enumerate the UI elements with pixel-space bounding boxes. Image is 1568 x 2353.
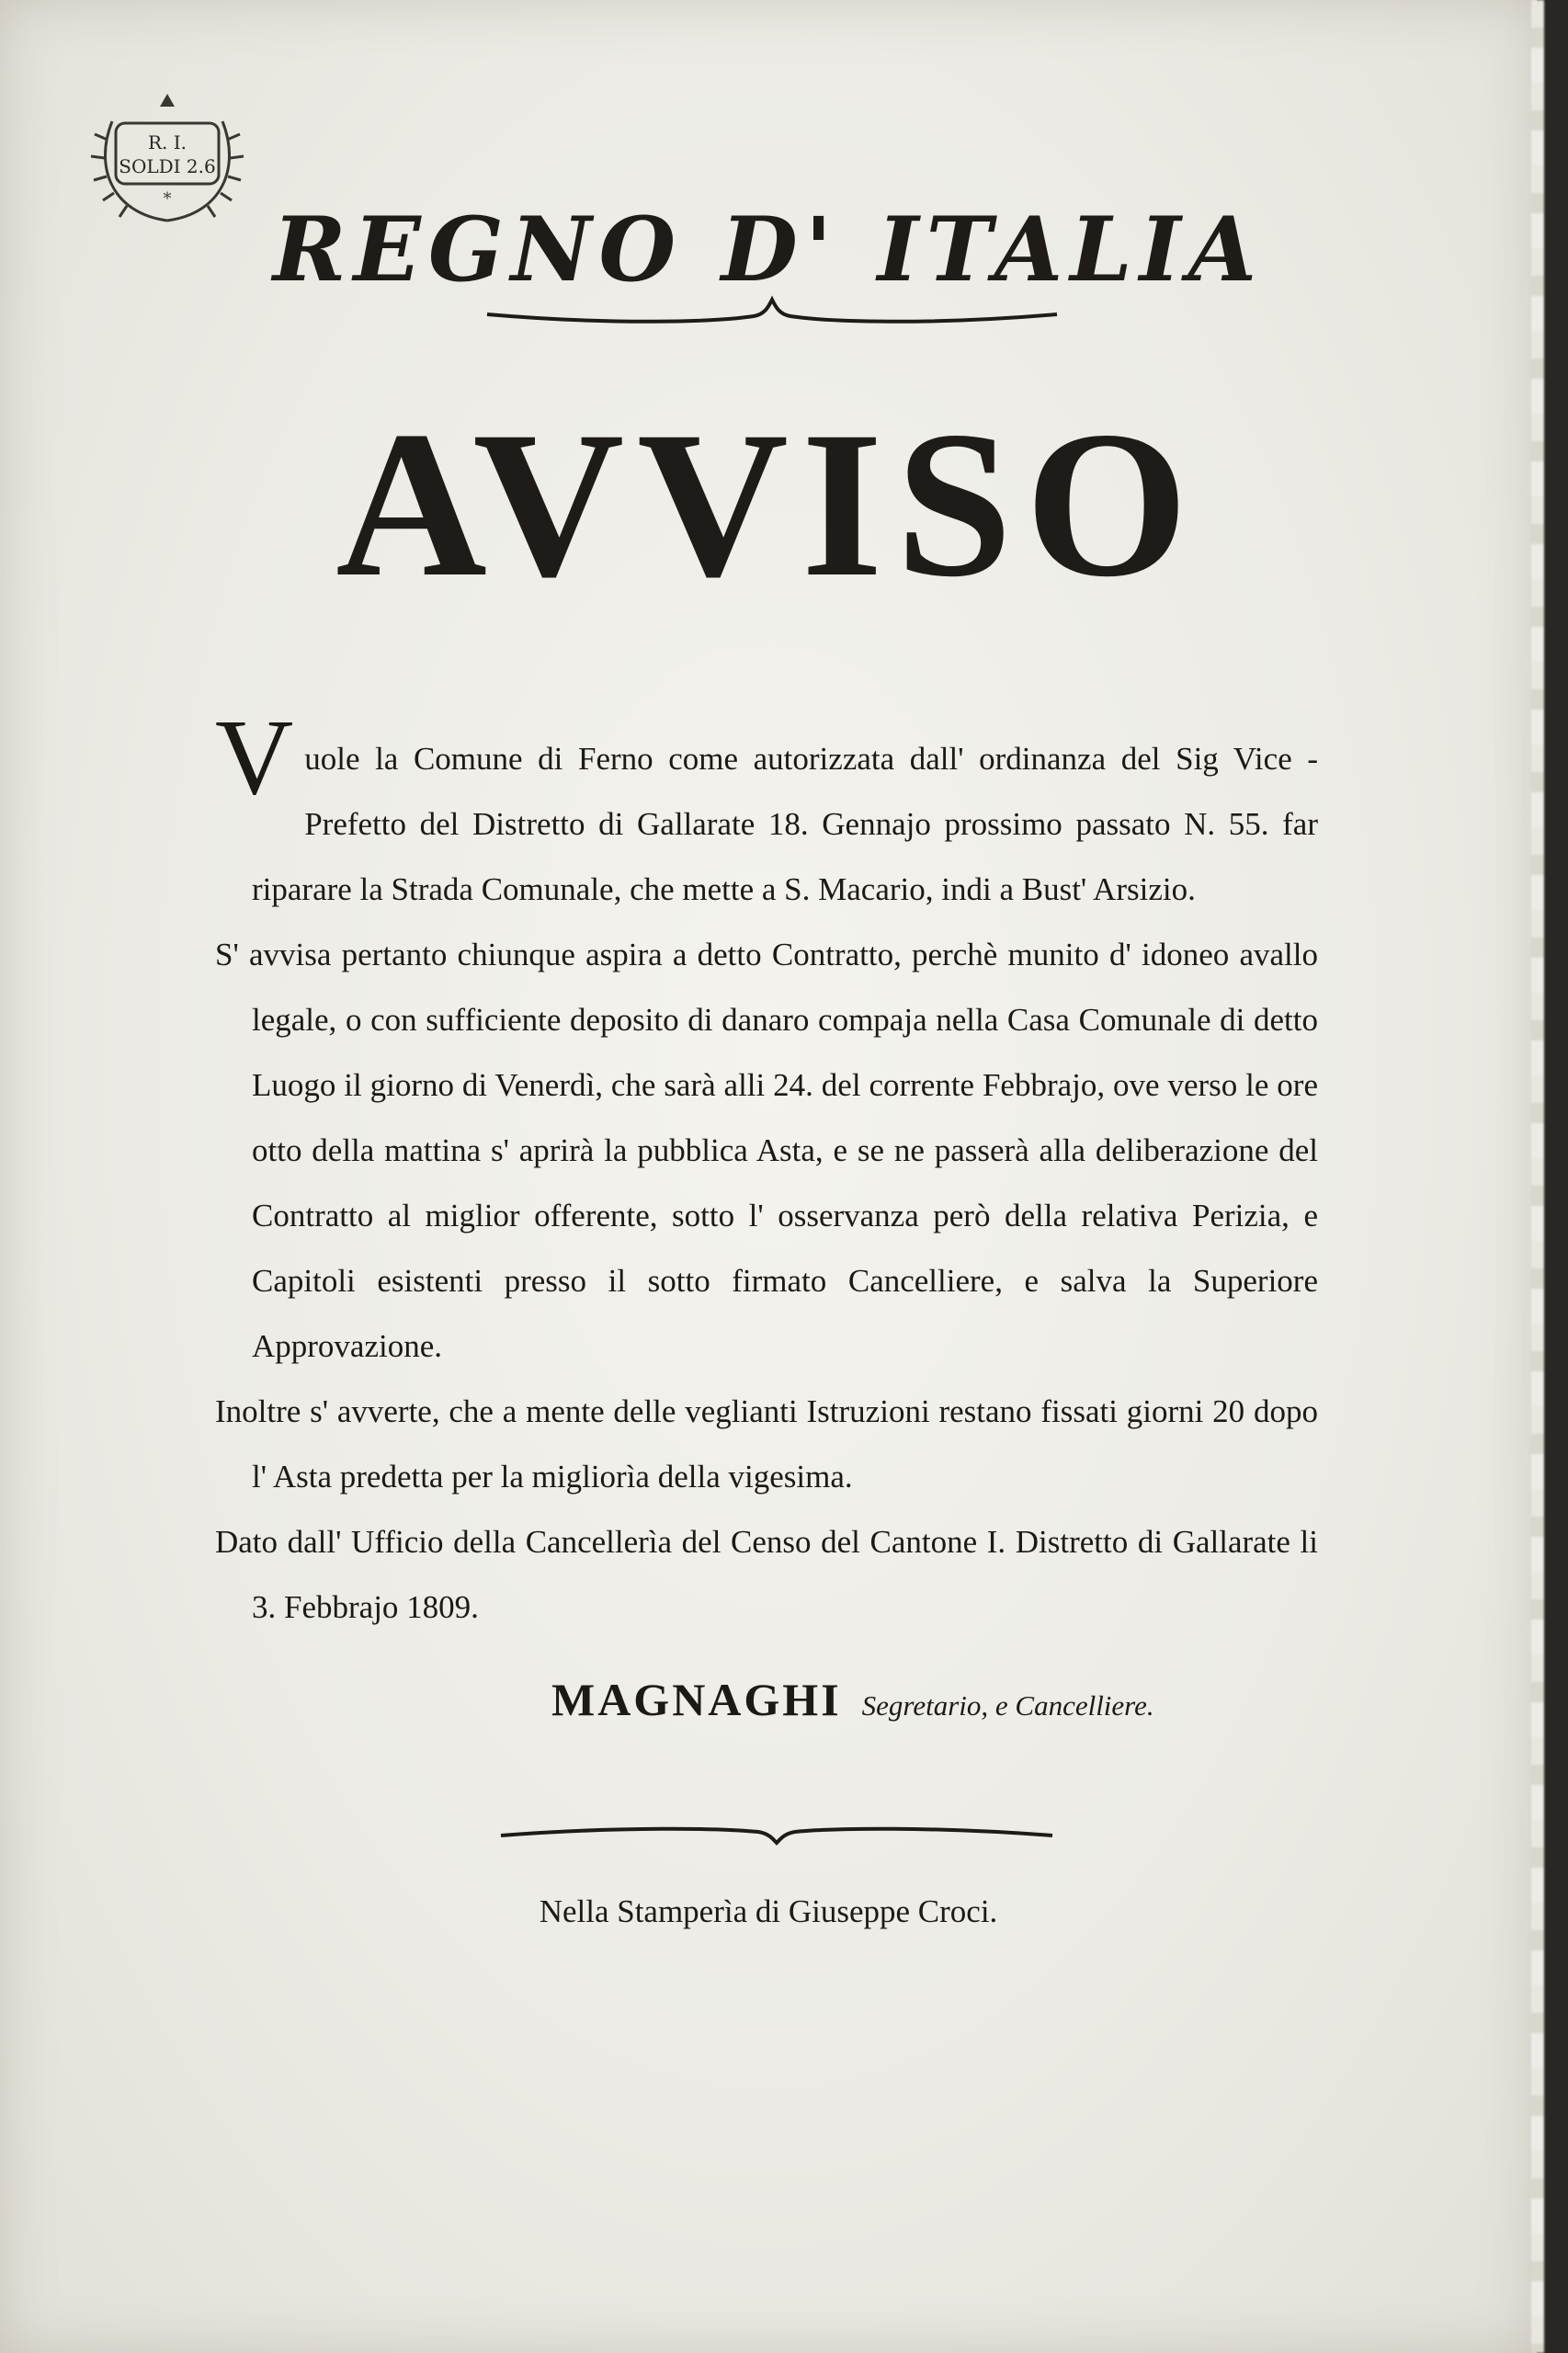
paragraph-4: Dato dall' Ufficio della Cancellerìa del Censo del Cantone I. Distretto di Gallarate li 3. Febbrajo 1809. <box>215 1524 1318 1625</box>
footer-flourish <box>492 1815 1062 1848</box>
stamp-line2: SOLDI 2.6 <box>119 155 216 177</box>
signer-role: Segretario, e Cancelliere. <box>861 1689 1154 1722</box>
header-flourish <box>478 294 1066 331</box>
paragraph-3: Inoltre s' avverte, che a mente delle veglianti Istruzioni restano fissati giorni 20 dopo l' Asta predetta per la migliorìa della vigesima. <box>215 1393 1318 1495</box>
star-icon: * <box>163 189 172 209</box>
paragraph-1 <box>215 697 1318 922</box>
notice-title: AVVISO <box>335 389 1201 620</box>
paragraph-2: S' avvisa pertanto chiunque aspira a detto Contratto, perchè munito d' idoneo avallo legale, o con sufficiente deposito di danaro compaja nella Casa Comunale di detto Luogo il giorno di Venerdì, che sarà alli 24. del corrente Febbrajo, ove verso le ore otto della mattina s' aprirà la pubblica Asta, e se ne passerà alla deliberazione del Contratto al miglior offerente, sotto l' osservanza però della relativa Perizia, e Capitoli esistenti presso il sotto firmato Cancelliere, e salva la Superiore Approvazione. <box>215 937 1318 1364</box>
crown-icon <box>160 94 175 107</box>
stamp-line1: R. I. <box>147 131 187 153</box>
kingdom-heading: REGNO D' ITALIA <box>272 198 1265 301</box>
signature-block <box>551 1673 1154 1726</box>
signer-name: MAGNAGHI <box>551 1674 842 1725</box>
paragraph-1-text: uole la Comune di Ferno come autorizzata dall' ordinanza del Sig Vice - Prefetto del Distretto di Gallarate 18. Gennajo prossimo passato N. 55. far riparare la Strada Comunale, che mette a S. Macario, indi a Bust' Arsizio. <box>252 741 1318 907</box>
drop-cap: V <box>215 697 294 817</box>
notice-body <box>215 697 1318 1640</box>
printer-imprint: Nella Stamperìa di Giuseppe Croci. <box>539 1893 998 1929</box>
